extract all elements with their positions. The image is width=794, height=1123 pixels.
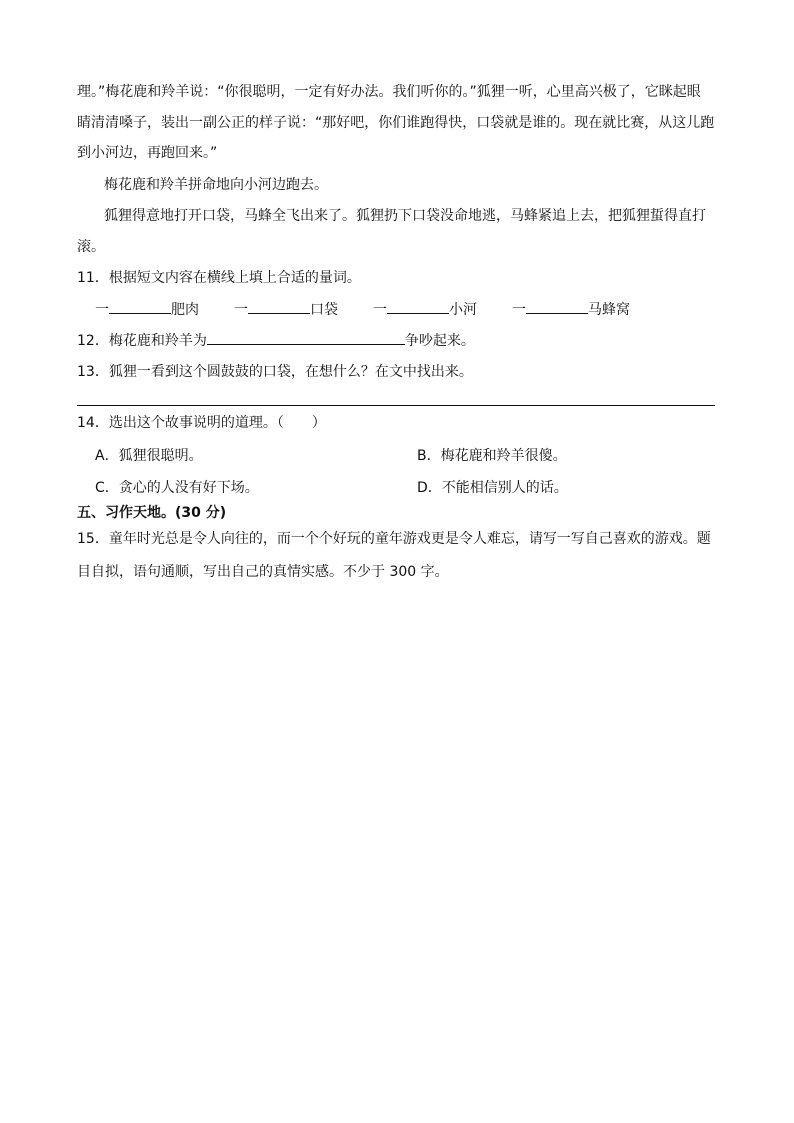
answer-blank[interactable] bbox=[526, 299, 588, 314]
answer-blank[interactable] bbox=[387, 299, 449, 314]
measure-word-item-1: 一 肥肉 bbox=[95, 299, 199, 320]
passage-line: 睛清清嗓子，装出一副公正的样子说：“那好吧，你们谁跑得快，口袋就是谁的。现在就比赛，从这儿跑 bbox=[77, 115, 715, 131]
answer-blank[interactable] bbox=[207, 330, 405, 345]
option-c[interactable]: C．贪心的人没有好下场。 bbox=[95, 480, 259, 496]
question-13: 13．狐狸一看到这个圆鼓鼓的口袋，在想什么？在文中找出来。 bbox=[77, 364, 473, 380]
measure-word-item-2: 一 口袋 bbox=[234, 299, 338, 320]
question-14: 14．选出这个故事说明的道理。（ ） bbox=[77, 415, 326, 431]
answer-blank[interactable] bbox=[109, 299, 171, 314]
option-a[interactable]: A．狐狸很聪明。 bbox=[95, 448, 203, 464]
passage-line: 理。”梅花鹿和羚羊说：“你很聪明，一定有好办法。我们听你的。”狐狸一听，心里高兴极了，它眯起眼 bbox=[77, 84, 701, 100]
section-title: 五、习作天地。(30 分) bbox=[77, 505, 227, 521]
question-11: 11．根据短文内容在横线上填上合适的量词。 bbox=[77, 270, 361, 286]
passage-line: 滚。 bbox=[77, 239, 105, 255]
question-12: 12．梅花鹿和羚羊为 争吵起来。 bbox=[77, 330, 475, 351]
passage-line: 到小河边，再跑回来。” bbox=[77, 145, 218, 161]
passage-paragraph: 狐狸得意地打开口袋，马蜂全飞出来了。狐狸扔下口袋没命地逃，马蜂紧追上去，把狐狸蜇得直打 bbox=[104, 208, 706, 224]
question-15: 15．童年时光总是令人向往的，而一个个好玩的童年游戏更是令人难忘，请写一写自己喜欢的游戏。题 bbox=[77, 531, 711, 547]
measure-word-item-3: 一 小河 bbox=[373, 299, 477, 320]
answer-blank[interactable] bbox=[248, 299, 310, 314]
question-15-continued: 目自拟，语句通顺，写出自己的真情实感。不少于 300 字。 bbox=[77, 564, 449, 580]
option-b[interactable]: B．梅花鹿和羚羊很傻。 bbox=[417, 448, 567, 464]
option-d[interactable]: D．不能相信别人的话。 bbox=[417, 480, 568, 496]
answer-line[interactable] bbox=[77, 405, 715, 406]
passage-paragraph: 梅花鹿和羚羊拼命地向小河边跑去。 bbox=[104, 177, 328, 193]
measure-word-item-4: 一 马蜂窝 bbox=[512, 299, 630, 320]
